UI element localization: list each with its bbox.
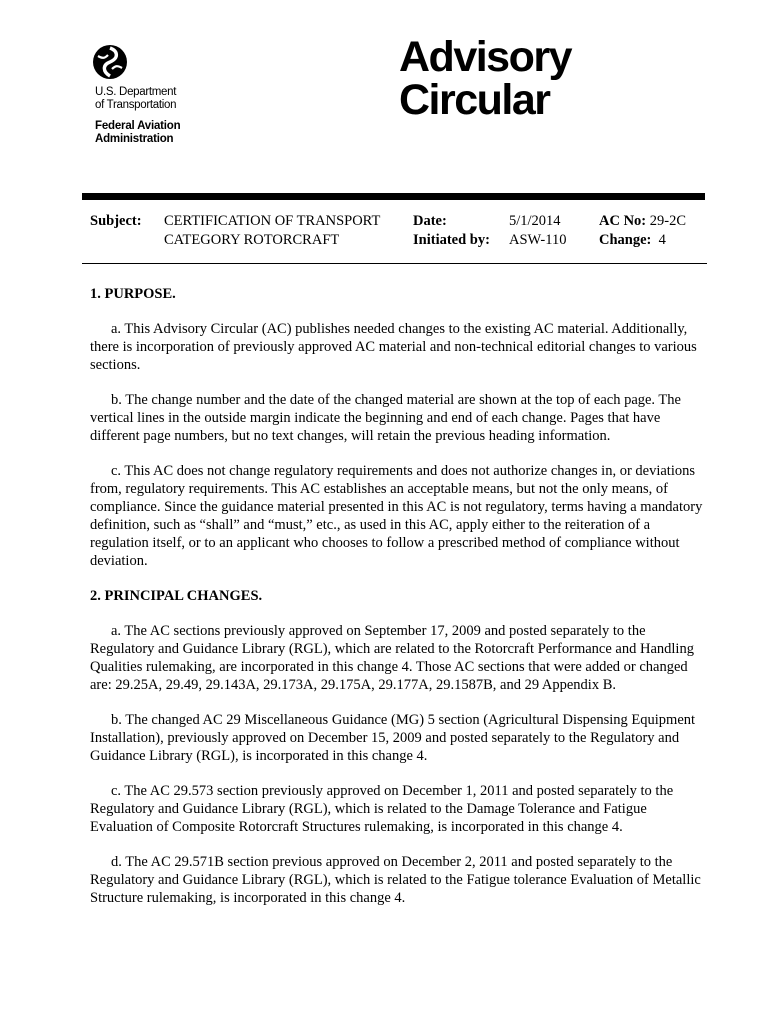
paragraph-2b: b. The changed AC 29 Miscellaneous Guidance (MG) 5 section (Agricultural Dispensing Equipment Installation), previously approved on December 15, 2009 and posted separately to the Regulatory and Guidance Library (RGL), is incorporated in this change 4.: [90, 712, 696, 764]
initiated-by-label: Initiated by:: [413, 232, 490, 248]
paragraph-1a: a. This Advisory Circular (AC) publishes needed changes to the existing AC material. Additionally, there is incorporation of previously approved AC material and non-technical editorial changes to various sections.: [90, 321, 697, 373]
ac-number-label: AC No:: [599, 213, 647, 229]
agency-line-1: U.S. Department: [95, 86, 177, 98]
paragraph-2c: c. The AC 29.573 section previously approved on December 1, 2011 and posted separately to the Regulatory and Guidance Library (RGL), which is related to the Damage Tolerance and Fatigue Evaluation of Composite Rotorcraft Structures rulemaking, is incorporated in this change 4.: [90, 783, 674, 835]
change-value: 4: [658, 232, 666, 248]
paragraph-2a: a. The AC sections previously approved on September 17, 2009 and posted separately to the Regulatory and Guidance Library (RGL), which are related to the Rotorcraft Performance and Handling Qualities rulemaking, are incorporated in this change 4. Those AC sections that were added or changed are: 29.25A, 29.49, 29.143A, 29.173A, 29.175A, 29.177A, 29.1587B, and 29 Appendix B.: [90, 623, 694, 693]
faa-line-1: Federal Aviation: [95, 120, 181, 132]
title-line-1: Advisory: [399, 33, 572, 81]
agency-name: [95, 86, 176, 112]
paragraph-1c: c. This AC does not change regulatory requirements and does not authorize changes in, or deviations from, regulatory requirements. This AC establishes an acceptable means, but not the only means, of compliance. Since the guidance material presented in this AC is not regulatory, terms having a mandatory definition, such as “shall” and “must,” etc., as used in this AC, apply either to the reiteration of a regulation itself, or to an applicant who chooses to follow a prescribed method of compliance without deviation.: [90, 463, 703, 569]
subject-value-line-2: CATEGORY ROTORCRAFT: [164, 232, 340, 248]
change-number: [599, 231, 666, 250]
dot-logo-icon: [92, 44, 128, 85]
faa-name: [95, 120, 180, 146]
change-label: Change:: [599, 232, 652, 248]
date-value: 5/1/2014: [509, 213, 561, 229]
paragraph-1b: b. The change number and the date of the changed material are shown at the top of each page. The vertical lines in the outside margin indicate the beginning and end of each change. Pages that have different page numbers, but no text changes, will retain the previous heading information.: [90, 392, 681, 444]
document-body: [90, 285, 710, 924]
header-rule-thick: [82, 193, 705, 200]
paragraph-2d: d. The AC 29.571B section previous approved on December 2, 2011 and posted separately to the Regulatory and Guidance Library (RGL), which is related to the Fatigue tolerance Evaluation of Metallic Structure rulemaking, is incorporated in this change 4.: [90, 854, 701, 906]
initiated-by-value: ASW-110: [509, 232, 567, 248]
subject-label: Subject:: [90, 213, 142, 229]
ac-number: [599, 212, 686, 231]
title-line-2: Circular: [399, 76, 550, 124]
header-rule-thin: [82, 263, 707, 264]
ac-number-value: 29-2C: [649, 213, 686, 229]
faa-line-2: Administration: [95, 133, 174, 145]
section-heading-purpose: 1. PURPOSE.: [90, 286, 176, 302]
section-heading-principal-changes: 2. PRINCIPAL CHANGES.: [90, 588, 263, 604]
agency-line-2: of Transportation: [95, 99, 177, 111]
document-title: [399, 33, 572, 124]
subject-value-line-1: CERTIFICATION OF TRANSPORT: [164, 213, 381, 229]
date-label: Date:: [413, 213, 447, 229]
